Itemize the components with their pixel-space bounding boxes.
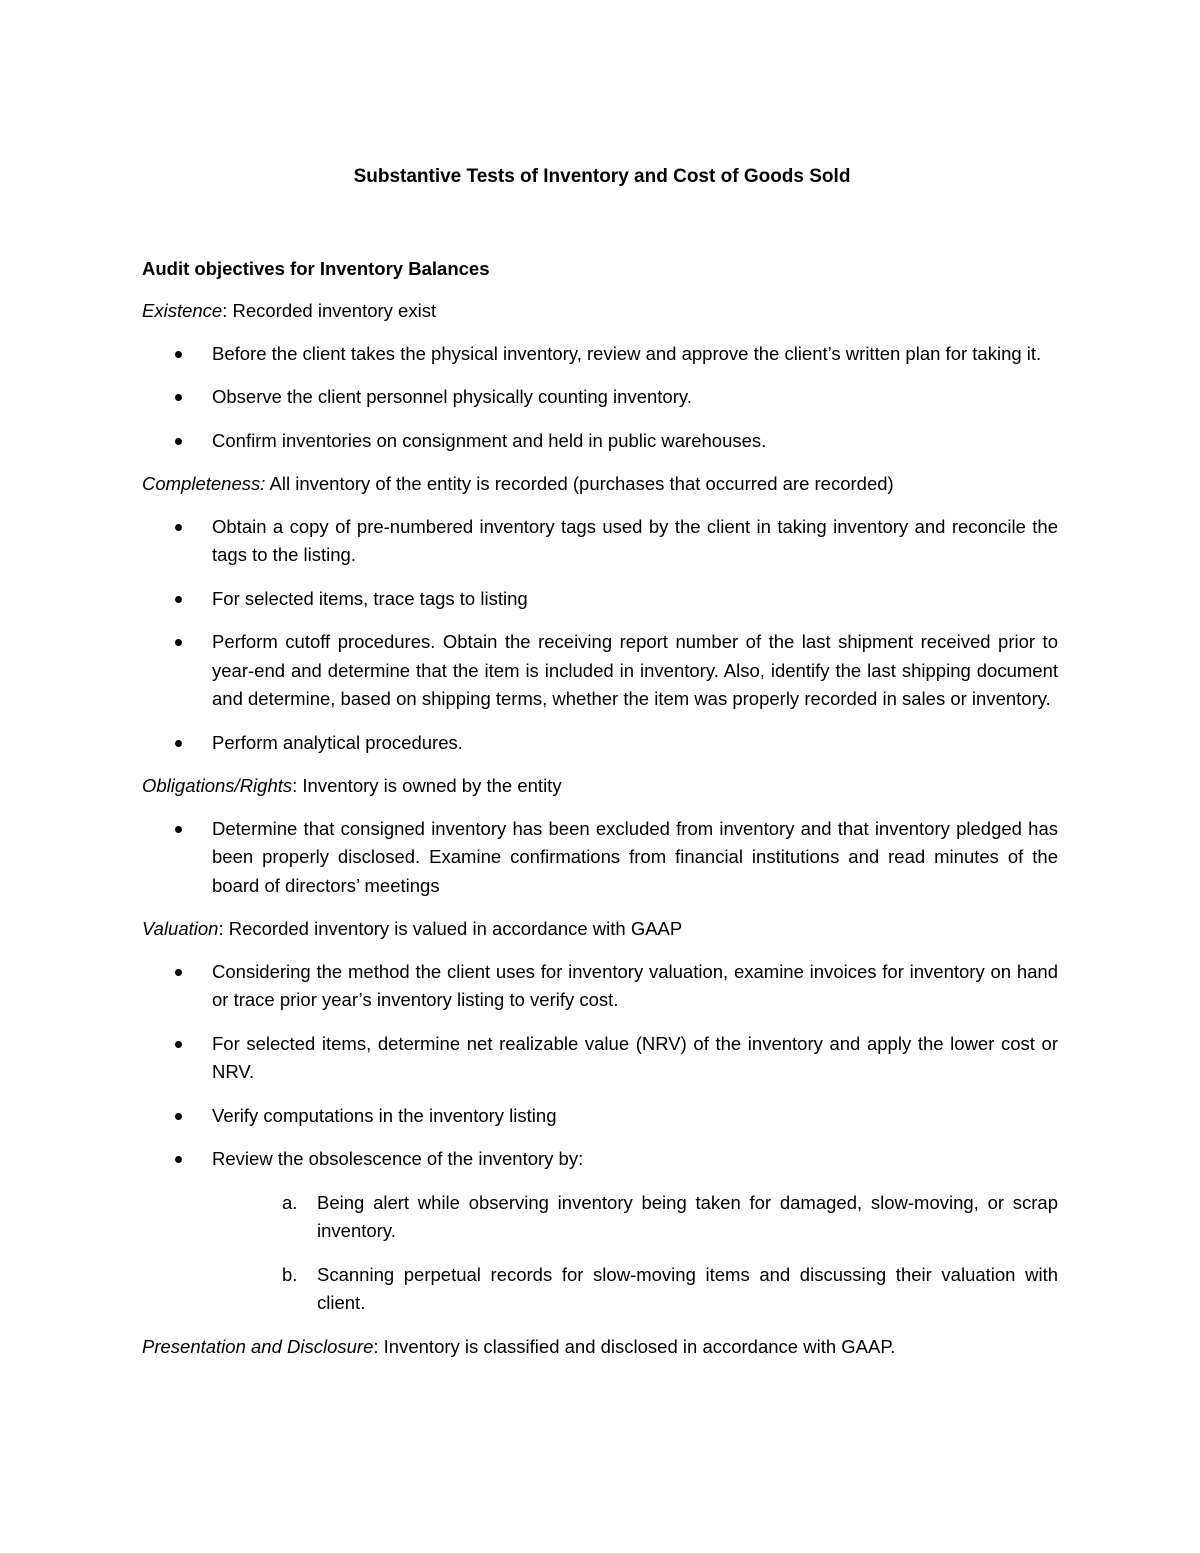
- objective-label: Completeness:: [142, 473, 266, 494]
- objective-label: Existence: [142, 300, 223, 321]
- objective-existence: [142, 297, 1058, 326]
- document-title: Substantive Tests of Inventory and Cost of Goods Sold: [353, 166, 851, 187]
- valuation-procedures: [142, 958, 1058, 1318]
- bullet-icon: [175, 639, 182, 646]
- bullet-icon: [175, 438, 182, 445]
- list-item-text: Determine that consigned inventory has been excluded from inventory and that inventory pledged has been properly disclosed. Examine confirmations from financial institutions and read minutes of the board of directors’ meetings: [212, 817, 1058, 896]
- objective-obligations-rights: [142, 772, 1058, 801]
- list-item-text: Review the obsolescence of the inventory by:: [212, 1148, 584, 1169]
- list-item-text: Observe the client personnel physically counting inventory.: [212, 386, 692, 407]
- list-item: [142, 427, 1058, 456]
- list-item-text: Confirm inventories on consignment and held in public warehouses.: [212, 429, 767, 451]
- existence-procedures: [142, 340, 1058, 456]
- list-item-text: For selected items, trace tags to listing: [212, 587, 528, 609]
- objective-text: : Inventory is classified and disclosed in accordance with GAAP.: [373, 1335, 896, 1357]
- document-body: [142, 163, 1058, 1375]
- bullet-icon: [175, 394, 182, 401]
- completeness-procedures: [142, 513, 1058, 758]
- bullet-icon: [175, 740, 182, 747]
- objective-valuation: [142, 915, 1058, 944]
- sub-list-item: [212, 1189, 1058, 1246]
- list-item: [142, 513, 1058, 570]
- list-item: [142, 585, 1058, 614]
- sub-list-marker: b.: [282, 1263, 298, 1285]
- sub-list-item: [212, 1261, 1058, 1318]
- list-item-text: Before the client takes the physical inventory, review and approve the client’s written plan for taking it.: [212, 342, 1042, 364]
- list-item: [142, 1102, 1058, 1131]
- list-item: [142, 628, 1058, 714]
- bullet-icon: [175, 351, 182, 358]
- section-heading: Audit objectives for Inventory Balances: [142, 257, 490, 279]
- list-item-text: For selected items, determine net realizable value (NRV) of the inventory and apply the lower cost or NRV.: [212, 1032, 1058, 1082]
- objective-text: All inventory of the entity is recorded (purchases that occurred are recorded): [265, 473, 894, 494]
- bullet-icon: [175, 826, 182, 833]
- objective-completeness: [142, 470, 1058, 499]
- list-item-text: Considering the method the client uses for inventory valuation, examine invoices for inventory on hand or trace prior year’s inventory listing to verify cost.: [212, 960, 1058, 1010]
- objective-text: : Recorded inventory exist: [222, 300, 437, 321]
- list-item-text: Obtain a copy of pre-numbered inventory tags used by the client in taking inventory and reconcile the tags to the listing.: [212, 515, 1058, 565]
- list-item-text: Perform cutoff procedures. Obtain the receiving report number of the last shipment received prior to year-end and determine that the item is included in inventory. Also, identify the last shipping document and determine, based on shipping terms, whether the item was properly recorded in sales or inventory.: [212, 631, 1058, 709]
- objective-presentation-disclosure: [142, 1333, 1058, 1362]
- list-item: [142, 729, 1058, 758]
- obsolescence-sublist: [212, 1189, 1058, 1318]
- list-item: [142, 1030, 1058, 1087]
- bullet-icon: [175, 524, 182, 531]
- list-item: [142, 340, 1058, 369]
- bullet-icon: [175, 1156, 182, 1163]
- sub-list-item-text: Being alert while observing inventory being taken for damaged, slow-moving, or scrap inventory.: [317, 1191, 1058, 1241]
- objective-label: Obligations/Rights: [142, 775, 293, 796]
- list-item: [142, 1145, 1058, 1318]
- list-item: [142, 958, 1058, 1015]
- bullet-icon: [175, 596, 182, 603]
- objective-label: Presentation and Disclosure: [142, 1335, 374, 1357]
- objective-text: : Inventory is owned by the entity: [292, 775, 562, 796]
- list-item: [142, 815, 1058, 901]
- bullet-icon: [175, 1041, 182, 1048]
- obligations-procedures: [142, 815, 1058, 901]
- objective-text: : Recorded inventory is valued in accordance with GAAP: [218, 918, 683, 939]
- list-item-text: Perform analytical procedures.: [212, 731, 463, 753]
- sub-list-marker: a.: [282, 1191, 298, 1213]
- bullet-icon: [175, 1113, 182, 1120]
- list-item: [142, 383, 1058, 412]
- bullet-icon: [175, 969, 182, 976]
- objective-label: Valuation: [142, 918, 219, 939]
- list-item-text: Verify computations in the inventory listing: [212, 1104, 557, 1126]
- sub-list-item-text: Scanning perpetual records for slow-moving items and discussing their valuation with client.: [317, 1263, 1058, 1313]
